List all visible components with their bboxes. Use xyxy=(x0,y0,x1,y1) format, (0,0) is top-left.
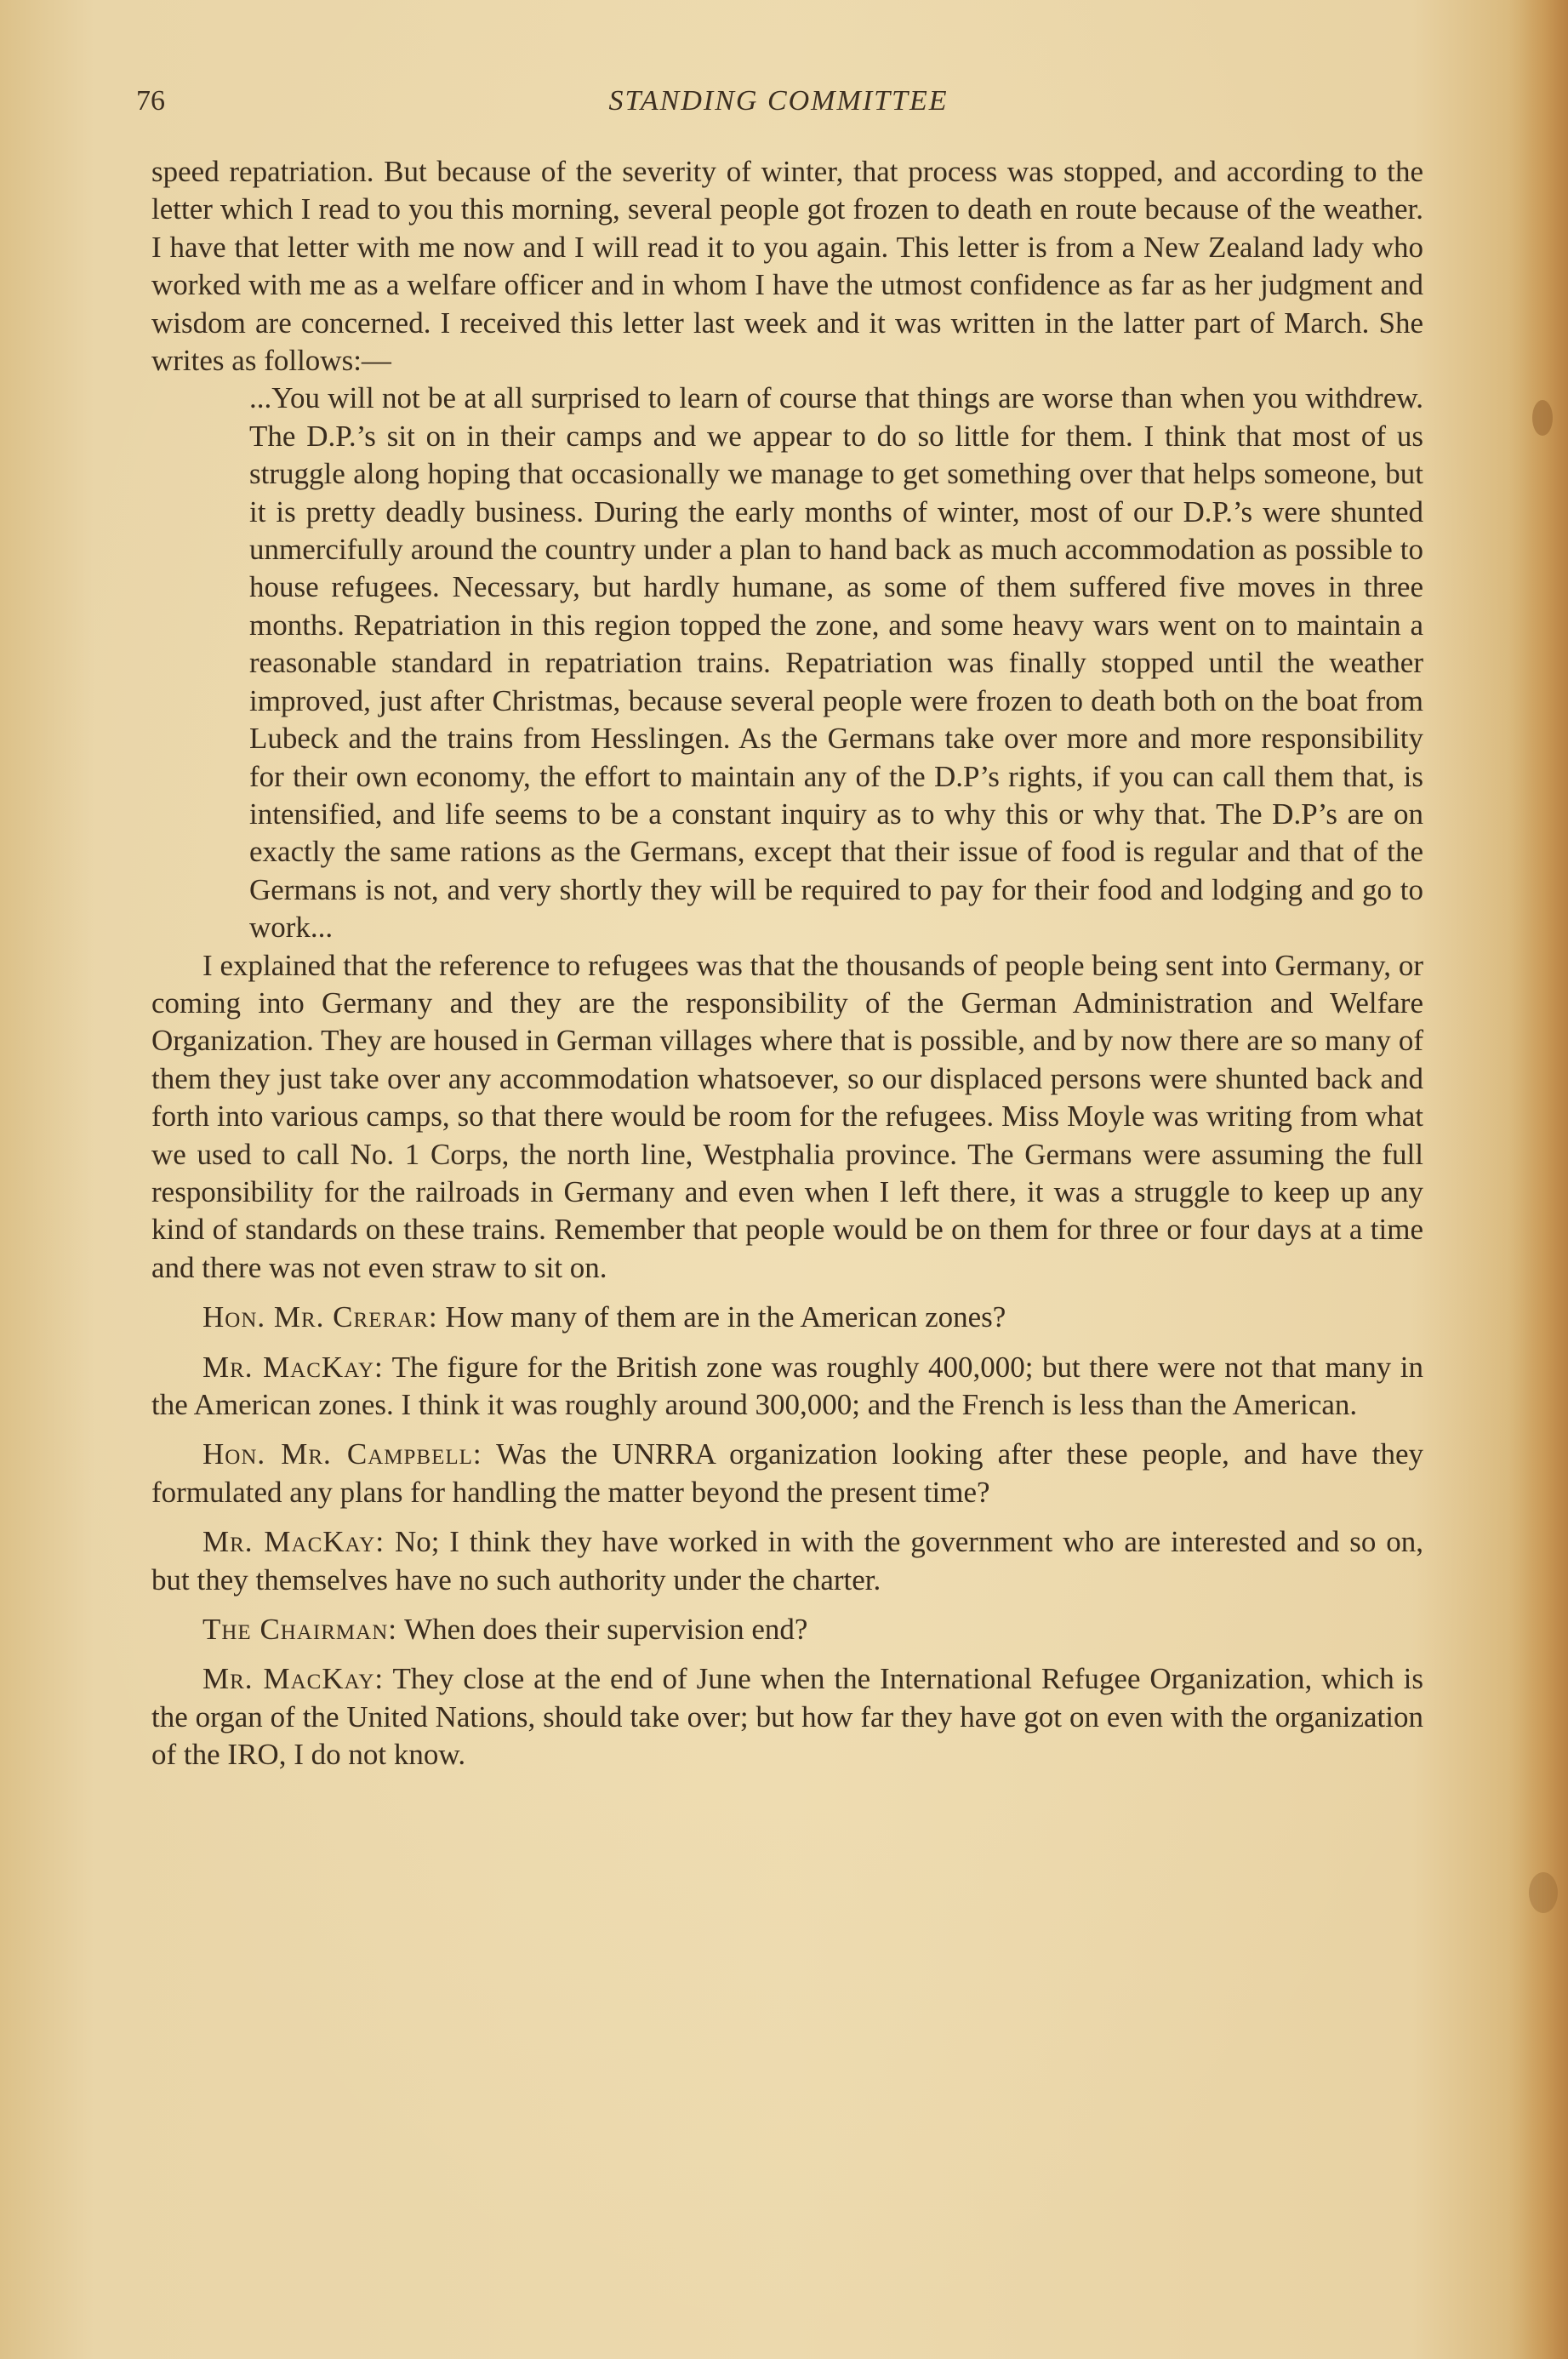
dialogue-text: How many of them are in the American zones? xyxy=(445,1300,1006,1334)
dialogue-entry xyxy=(151,1349,1423,1425)
dialogue-entry xyxy=(151,1436,1423,1511)
paragraph: I explained that the reference to refugees was that the thousands of people being sent into Germany, or coming into Germany and they are the responsibility of the German Administration and Welfare Organization. They are housed in German villages where that is possible, and by now there are so many of them they just take over any accommodation whatsoever, so our displaced persons were shunted back and forth into various camps, so that there would be room for the refugees. Miss Moyle was writing from what we used to call No. 1 Corps, the north line, Westphalia province. The Germans were assuming the full responsibility for the railroads in Germany and even when I left there, it was a struggle to keep up any kind of standards on these trains. Remember that people would be on them for three or four days at a time and there was not even straw to sit on. xyxy=(151,948,1423,1284)
page-stain xyxy=(1532,400,1553,436)
dialogue-entry xyxy=(151,1660,1423,1774)
page-header xyxy=(136,85,1421,128)
running-head: STANDING COMMITTEE xyxy=(608,85,949,117)
speaker-name: The Chairman: xyxy=(202,1613,397,1647)
dialogue-entry xyxy=(151,1611,1423,1648)
dialogue-text: No; I think they have worked in with the government who are interested and so on, but they themselves have no such authority under the charter. xyxy=(151,1525,1423,1596)
speaker-name: Hon. Mr. Crerar: xyxy=(202,1300,438,1334)
page-number: 76 xyxy=(136,85,165,117)
dialogue-entry xyxy=(151,1299,1423,1336)
dialogue-text: Was the UNRRA organization looking after these people, and have they formulated any plans for handling the matter beyond the present time? xyxy=(151,1437,1423,1509)
speaker-name: Mr. MacKay: xyxy=(202,1662,385,1696)
page-stain xyxy=(1529,1872,1558,1913)
speaker-name: Hon. Mr. Campbell: xyxy=(202,1437,482,1471)
speaker-name: Mr. MacKay: xyxy=(202,1525,385,1559)
page-edge-stain xyxy=(1508,0,1568,2359)
dialogue-text: The figure for the British zone was roughly 400,000; but there were not that many in the American zones. I think it was roughly around 300,000; and the French is less than the American. xyxy=(151,1350,1423,1421)
dialogue-entry xyxy=(151,1523,1423,1599)
speaker-name: Mr. MacKay: xyxy=(202,1350,384,1384)
body-text xyxy=(151,153,1423,1774)
dialogue-text: They close at the end of June when the International Refugee Organization, which is the organ of the United Nations, should take over; but how far they have got on even with the organization of the IRO, I do not know. xyxy=(151,1662,1423,1772)
block-quote: ...You will not be at all surprised to learn of course that things are worse than when you withdrew. The D.P.’s sit on in their camps and we appear to do so little for them. I think that most of us struggle along hoping that occasionally we manage to get something over that helps someone, but it is pretty deadly business. During the early months of winter, most of our D.P.’s were shunted unmercifully around the country under a plan to hand back as much accommodation as possible to house refugees. Necessary, but hardly humane, as some of them suffered five moves in three months. Repatriation in this region topped the zone, and some heavy wars went on to maintain a reasonable standard in repatriation trains. Repatriation was finally stopped until the weather improved, just after Christmas, because several people were frozen to death both on the boat from Lubeck and the trains from Hesslingen. As the Germans take over more and more responsibility for their own economy, the effort to maintain any of the D.P’s rights, if you can call them that, is intensified, and life seems to be a constant inquiry as to why this or why that. The D.P’s are on exactly the same rations as the Germans, except that their issue of food is regular and that of the Germans is not, and very shortly they will be required to pay for their food and lodging and go to work... xyxy=(249,381,1423,945)
dialogue-text: When does their supervision end? xyxy=(404,1613,808,1647)
paragraph: speed repatriation. But because of the severity of winter, that process was stopped, and according to the letter which I read to you this morning, several people got frozen to death en route because of the weather. I have that letter with me now and I will read it to you again. This letter is from a New Zealand lady who worked with me as a welfare officer and in whom I have the utmost confidence as far as her judgment and wisdom are concerned. I received this letter last week and it was written in the latter part of March. She writes as follows:— xyxy=(151,155,1423,378)
